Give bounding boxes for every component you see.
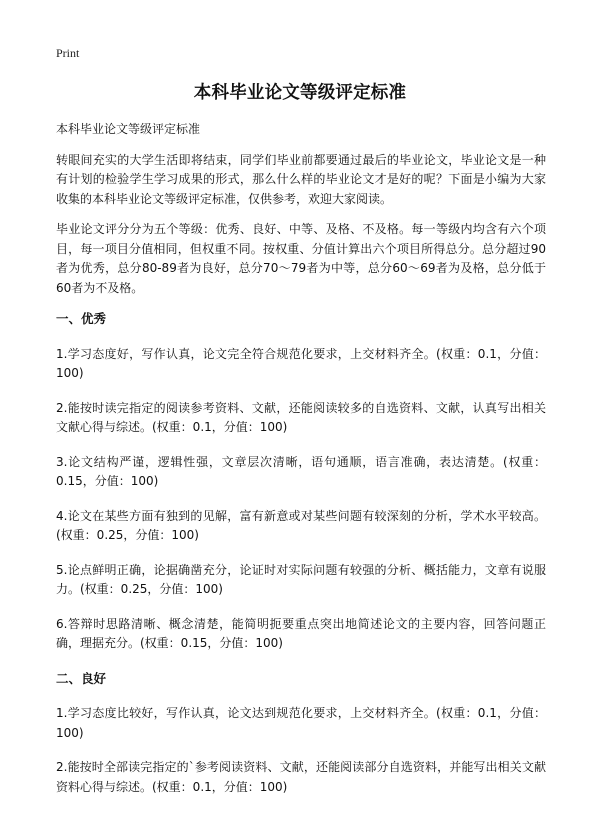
print-link[interactable]: Print xyxy=(56,46,80,60)
document-title: 本科毕业论文等级评定标准 xyxy=(193,83,407,103)
criteria-item: 5.论点鲜明正确，论据确凿充分，论证时对实际问题有较强的分析、概括能力，文章有说服力。(权重：0.25，分值：100) xyxy=(56,562,546,596)
criteria-item: 3.论文结构严谨，逻辑性强，文章层次清晰，语句通顺，语言准确，表达清楚。(权重：0.15，分值：100) xyxy=(56,454,546,488)
criteria-item: 1.学习态度好，写作认真，论文完全符合规范化要求，上交材料齐全。(权重：0.1，分值：100) xyxy=(56,346,546,380)
criteria-item: 1.学习态度比较好，写作认真，论文达到规范化要求，上交材料齐全。(权重：0.1，分值：100) xyxy=(56,706,546,740)
document-body xyxy=(56,120,546,812)
criteria-item: 4.论文在某些方面有独到的见解，富有新意或对某些问题有较深刻的分析，学术水平较高。(权重：0.25，分值：100) xyxy=(56,508,546,542)
document-subtitle: 本科毕业论文等级评定标准 xyxy=(56,122,201,136)
intro-paragraph: 转眼间充实的大学生活即将结束，同学们毕业前都要通过最后的毕业论文，毕业论文是一种有计划的检验学生学习成果的形式，那么什么样的毕业论文才是好的呢？下面是小编为大家收集的本科毕业论文等级评定标准，仅供参考，欢迎大家阅读。 xyxy=(56,152,546,206)
section-heading-excellent: 一、优秀 xyxy=(56,311,107,326)
criteria-item: 6.答辩时思路清晰、概念清楚，能简明扼要重点突出地简述论文的主要内容，回答问题正确，理据充分。(权重：0.15，分值：100) xyxy=(56,616,546,650)
criteria-item: 2.能按时读完指定的阅读参考资料、文献，还能阅读较多的自选资料、文献，认真写出相关文献心得与综述。(权重：0.1，分值：100) xyxy=(56,400,546,434)
grading-scale-paragraph: 毕业论文评分分为五个等级：优秀、良好、中等、及格、不及格。每一等级内均含有六个项目，每一项目分值相同，但权重不同。按权重、分值计算出六个项目所得总分。总分超过90者为优秀，总分80-89者为良好，总分70～79者为中等，总分60～69者为及格，总分低于60者为不及格。 xyxy=(56,222,546,295)
section-heading-good: 二、良好 xyxy=(56,670,107,686)
criteria-item: 2.能按时全部读完指定的`参考阅读资料、文献，还能阅读部分自选资料，并能写出相关文献资料心得与综述。(权重：0.1，分值：100) xyxy=(56,760,546,794)
